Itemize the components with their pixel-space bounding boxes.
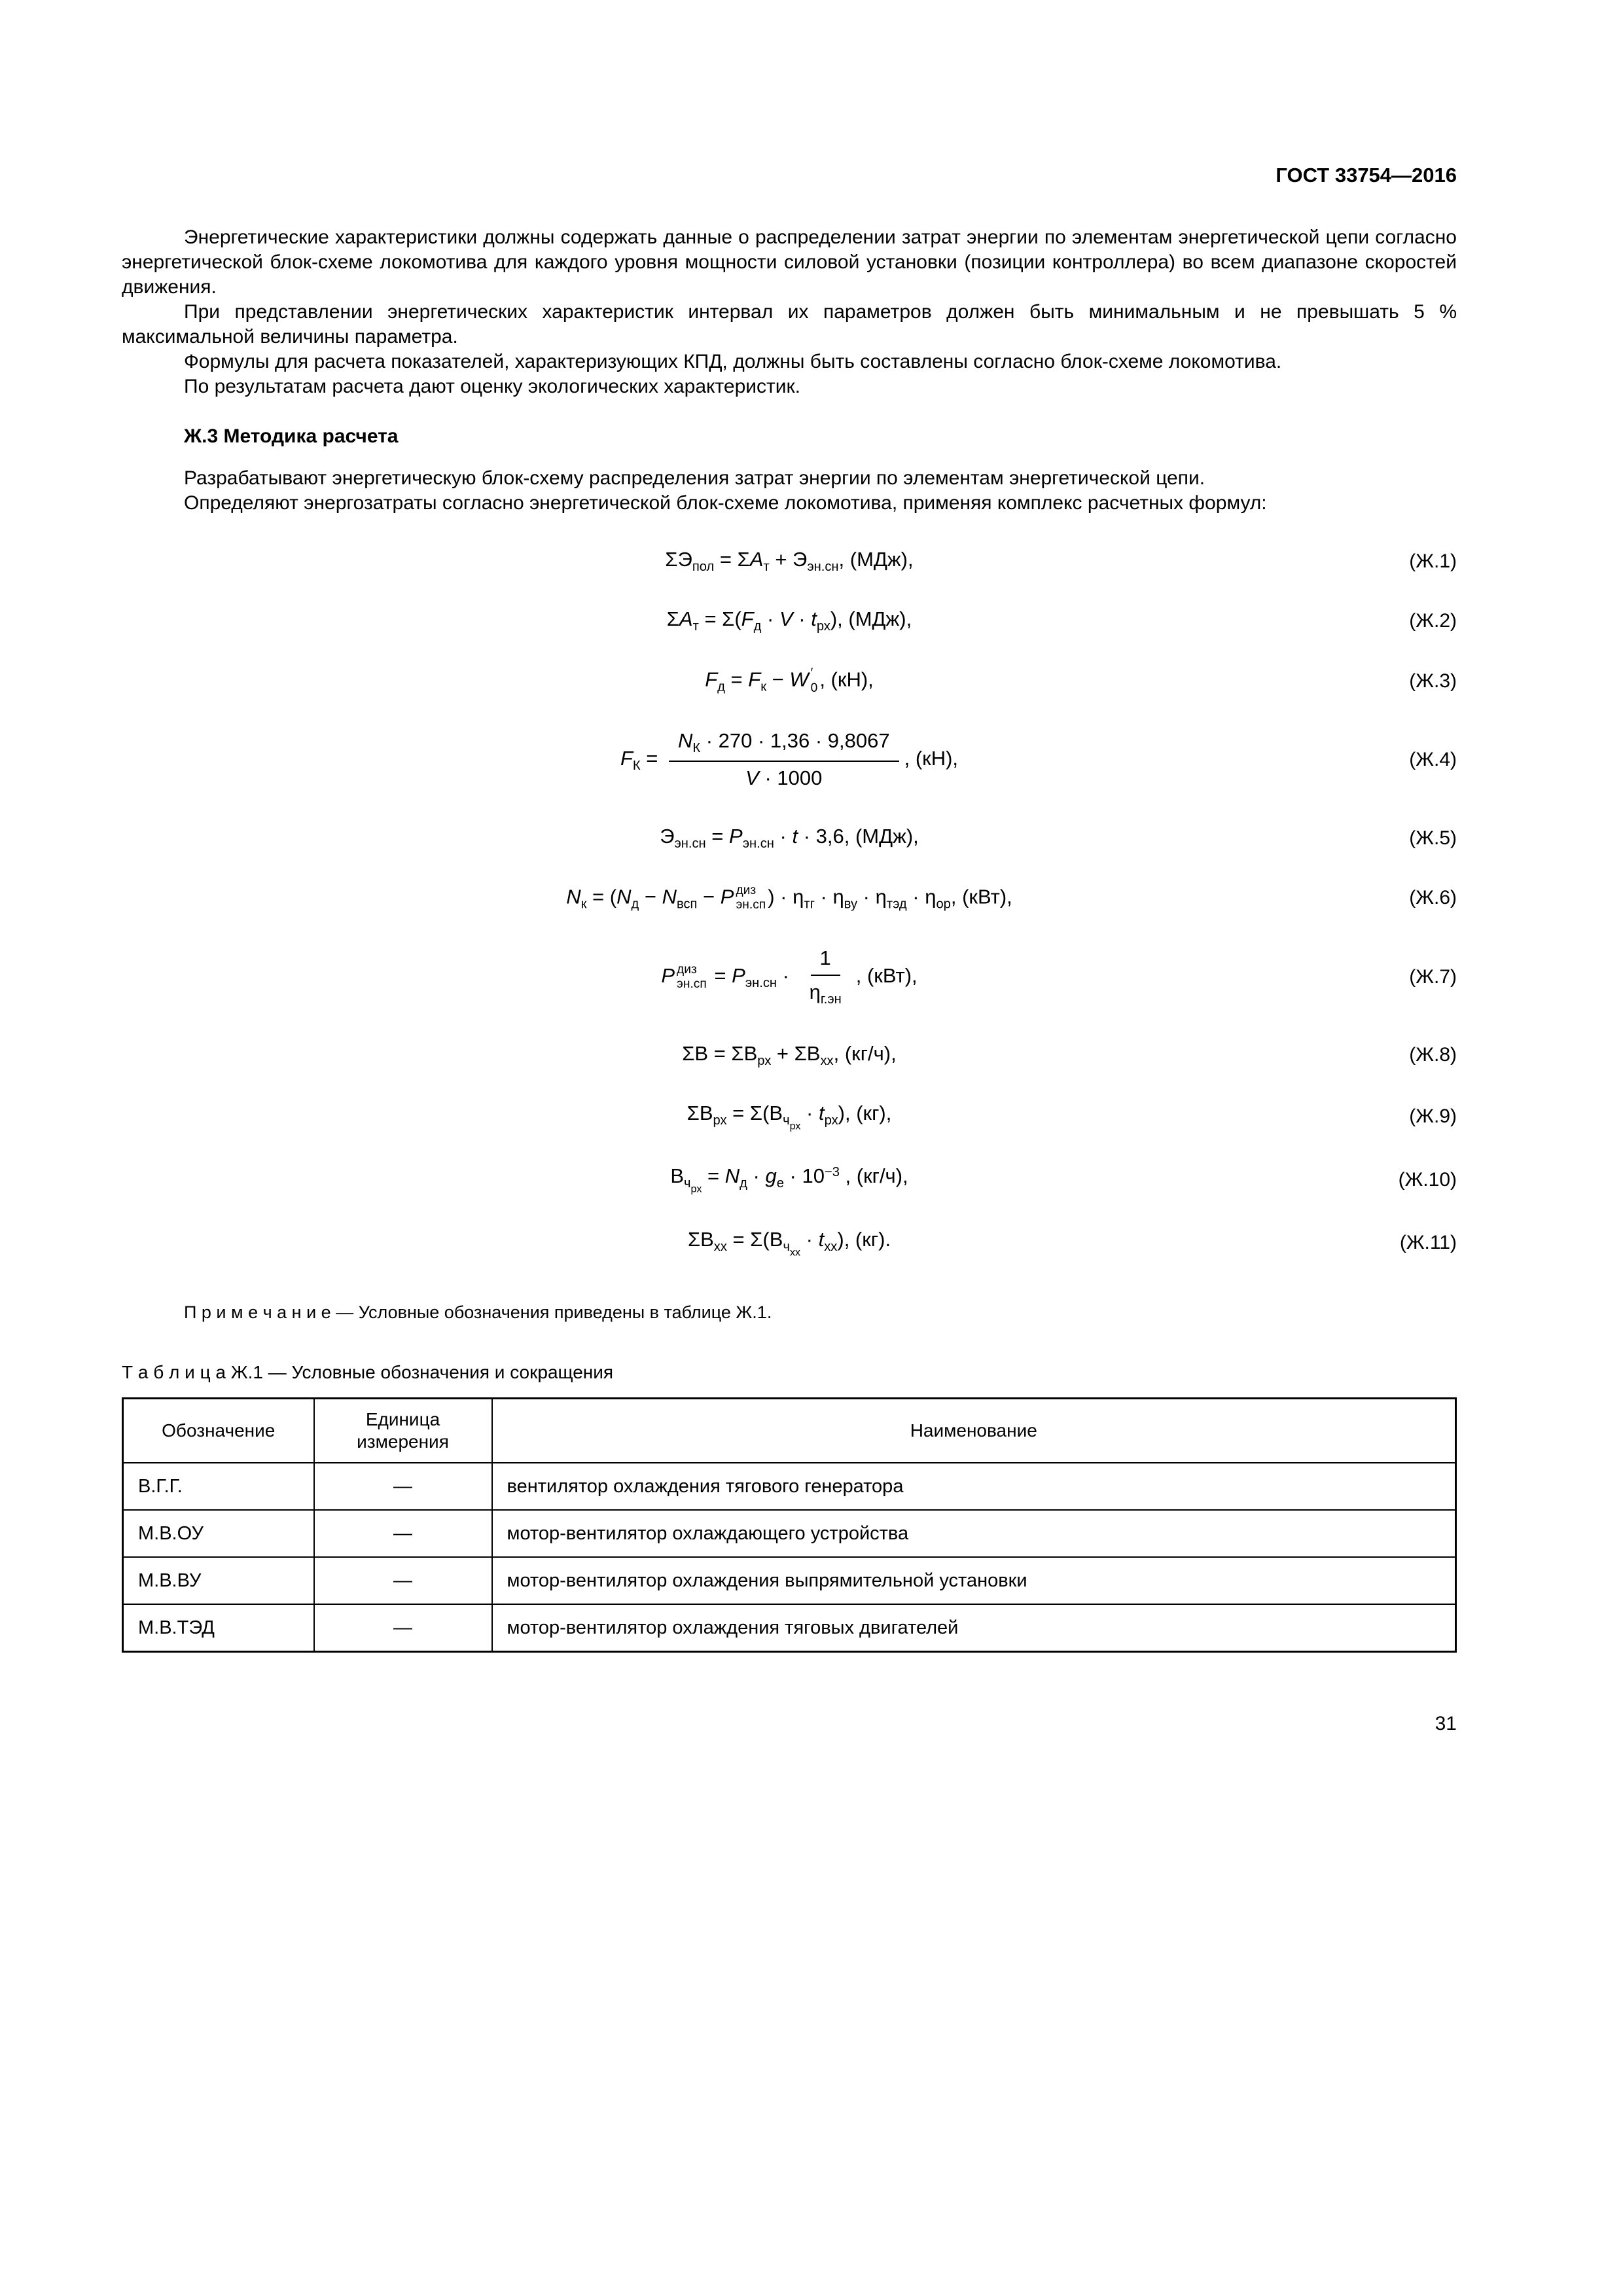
table-cell: М.В.ТЭД — [123, 1604, 314, 1652]
formula-expression: $\Sigma А_т = \Sigma(F_д \cdot V \cdot t_{рх})$, (МДж), — [666, 607, 912, 634]
formula-expression: $\Sigma В = \Sigma В_{рх} + \Sigma В_{хх}$, (кг/ч), — [682, 1041, 897, 1068]
paragraph: Определяют энергозатраты согласно энергетической блок-схеме локомотива, применяя комплекс расчетных формул: — [184, 492, 1267, 514]
formula-expression: $\Sigma В_{хх} = \Sigma(В_{ч_{хх}} \cdot t_{хх})$, (кг). — [687, 1227, 891, 1259]
formula-number: (Ж.6) — [1409, 887, 1457, 909]
formula-number: (Ж.7) — [1409, 965, 1457, 988]
note — [122, 1300, 1457, 1324]
intro-paragraphs — [122, 225, 1457, 399]
formula-zh4 — [122, 727, 1457, 793]
table-cell: — — [314, 1557, 492, 1604]
table-cell: М.В.ОУ — [123, 1510, 314, 1557]
formula-number: (Ж.8) — [1409, 1044, 1457, 1066]
table-cell: мотор-вентилятор охлаждения выпрямительной установки — [492, 1557, 1456, 1604]
formula-zh2 — [122, 607, 1457, 635]
formula-expression: $F_К$ = $\frac{N_К \cdot 270 \cdot 1,36 \cdot 9,8067}{V \cdot 1000}$ , (кН), — [620, 727, 958, 793]
section-heading: Ж.3 Методика расчета — [184, 425, 399, 447]
method-paragraphs — [122, 466, 1457, 516]
table-cell: — — [314, 1463, 492, 1510]
col-header-name: Наименование — [492, 1399, 1456, 1463]
table-cell: мотор-вентилятор охлаждения тяговых двигателей — [492, 1604, 1456, 1652]
col-header-symbol: Обозначение — [123, 1399, 314, 1463]
table-row — [123, 1463, 1456, 1510]
table-cell: мотор-вентилятор охлаждающего устройства — [492, 1510, 1456, 1557]
formula-zh11 — [122, 1227, 1457, 1259]
note-text: — Условные обозначения приведены в таблице Ж.1. — [330, 1302, 772, 1323]
table-cell: М.В.ВУ — [123, 1557, 314, 1604]
paragraph: Формулы для расчета показателей, характеризующих КПД, должны быть составлены согласно блок-схеме локомотива. — [184, 351, 1282, 372]
formula-zh7 — [122, 944, 1457, 1010]
formula-number: (Ж.9) — [1409, 1105, 1457, 1128]
table-cell: вентилятор охлаждения тягового генератора — [492, 1463, 1456, 1510]
formula-number: (Ж.5) — [1409, 827, 1457, 849]
formula-expression: $Э_{эн.сн} = P_{эн.сн} \cdot t \cdot 3,6$, (МДж), — [660, 824, 919, 852]
formula-expression: $N_к = (N_д - N_{всп} - P$ диз эн.сп ) · $\eta_{тг} \cdot \eta_{ву} \cdot \eta_{тэд} \cdot \eta_{ор}$, (кВт), — [566, 884, 1012, 912]
formula-zh1 — [122, 547, 1457, 575]
symbols-table — [122, 1397, 1457, 1653]
table-caption-label: Т а б л и ц а Ж.1 — [122, 1362, 263, 1383]
table-cell: — — [314, 1604, 492, 1652]
formula-number: (Ж.1) — [1409, 550, 1457, 572]
table-row — [123, 1604, 1456, 1652]
formula-expression: P диз эн.сп = $P_{эн.сн}$ · $\frac{1}{\eta_{г.эн}}$ , (кВт), — [661, 944, 917, 1010]
formula-number: (Ж.3) — [1409, 670, 1457, 692]
col-header-unit: Единица измерения — [314, 1399, 492, 1463]
formula-zh3 — [122, 666, 1457, 696]
formula-number: (Ж.2) — [1409, 609, 1457, 632]
table-cell: В.Г.Г. — [123, 1463, 314, 1510]
formula-expression: $В_{ч_{рх}} = N_д \cdot g_е \cdot 10^{-3}$ , (кг/ч), — [670, 1164, 908, 1195]
formula-number: (Ж.11) — [1399, 1232, 1457, 1254]
formula-number: (Ж.10) — [1398, 1168, 1457, 1191]
table-row — [123, 1557, 1456, 1604]
formula-zh10 — [122, 1164, 1457, 1195]
document-header: ГОСТ 33754—2016 — [1275, 164, 1457, 187]
table-cell: — — [314, 1510, 492, 1557]
table-header-row — [123, 1399, 1456, 1463]
table-row — [123, 1510, 1456, 1557]
formula-expression: $\Sigma Э_{пол} = \Sigma А_т + Э_{эн.сн}$, (МДж), — [665, 548, 914, 575]
formula-zh8 — [122, 1041, 1457, 1069]
paragraph: По результатам расчета дают оценку экологических характеристик. — [184, 376, 800, 397]
table-caption-text: — Условные обозначения и сокращения — [262, 1362, 614, 1383]
paragraph: Энергетические характеристики должны содержать данные о распределении затрат энергии по элементам энергетической цепи согласно энергетической блок-схеме локомотива для каждого уровня мощности силовой установки (позиции контроллера) во всем диапазоне скоростей движения. — [122, 226, 1457, 298]
formula-expression: $F_д = F_к - W$ ′ 0 , (кН), — [705, 666, 874, 695]
page-number: 31 — [1435, 1713, 1457, 1735]
paragraph: Разрабатывают энергетическую блок-схему распределения затрат энергии по элементам энергетической цепи. — [184, 467, 1205, 489]
formula-list — [122, 547, 1457, 1259]
note-label: П р и м е ч а н и е — [184, 1302, 331, 1323]
table-caption — [122, 1361, 1457, 1384]
formula-zh6 — [122, 884, 1457, 913]
formula-zh9 — [122, 1101, 1457, 1132]
formula-zh5 — [122, 824, 1457, 852]
page-content — [122, 164, 1457, 1735]
formula-expression: $\Sigma В_{рх} = \Sigma(В_{ч_{рх}} \cdot t_{рх})$, (кг), — [687, 1101, 892, 1132]
formula-number: (Ж.4) — [1409, 748, 1457, 770]
paragraph: При представлении энергетических характеристик интервал их параметров должен быть минимальным и не превышать 5 % максимальной величины параметра. — [122, 301, 1457, 348]
